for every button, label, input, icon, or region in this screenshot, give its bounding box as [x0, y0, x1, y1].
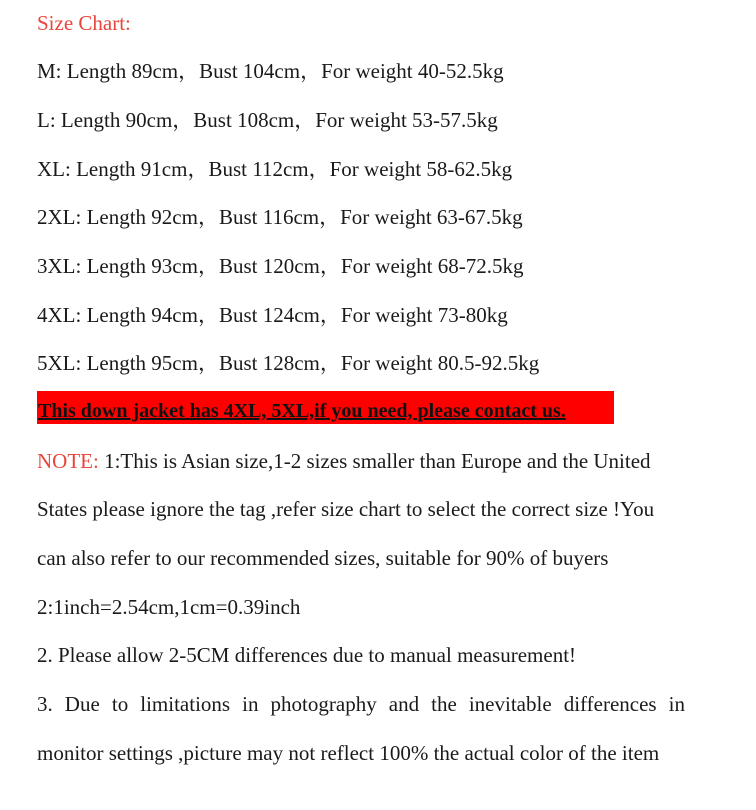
- size-row-5xl: 5XL: Length 95cm，Bust 128cm，For weight 80.5-92.5kg: [37, 351, 540, 375]
- size-row-m: M: Length 89cm，Bust 104cm，For weight 40-52.5kg: [37, 59, 504, 83]
- note-line-7: monitor settings ,picture may not reflect 100% the actual color of the item: [37, 741, 660, 765]
- note-line-5: 2. Please allow 2-5CM differences due to manual measurement!: [37, 643, 577, 667]
- note-line-2: States please ignore the tag ,refer size chart to select the correct size !You: [37, 497, 655, 521]
- note-line-1: [37, 447, 651, 475]
- size-row-4xl: 4XL: Length 94cm，Bust 124cm，For weight 73-80kg: [37, 303, 508, 327]
- size-row-xl: XL: Length 91cm，Bust 112cm，For weight 58-62.5kg: [37, 157, 513, 181]
- size-row-2xl: 2XL: Length 92cm，Bust 116cm，For weight 63-67.5kg: [37, 205, 523, 229]
- size-row-3xl: 3XL: Length 93cm，Bust 120cm，For weight 68-72.5kg: [37, 254, 524, 278]
- note-line-1-text: 1:This is Asian size,1-2 sizes smaller than Europe and the United: [98, 449, 651, 473]
- size-chart-title: Size Chart:: [37, 11, 131, 35]
- note-label: NOTE:: [37, 449, 99, 473]
- size-row-l: L: Length 90cm，Bust 108cm，For weight 53-57.5kg: [37, 108, 498, 132]
- note-line-4: 2:1inch=2.54cm,1cm=0.39inch: [37, 595, 301, 619]
- contact-banner-text: This down jacket has 4XL, 5XL,if you need, please contact us.: [38, 400, 566, 422]
- note-line-6: 3. Due to limitations in photography and the inevitable differences in: [37, 692, 685, 716]
- note-line-3: can also refer to our recommended sizes, suitable for 90% of buyers: [37, 546, 609, 570]
